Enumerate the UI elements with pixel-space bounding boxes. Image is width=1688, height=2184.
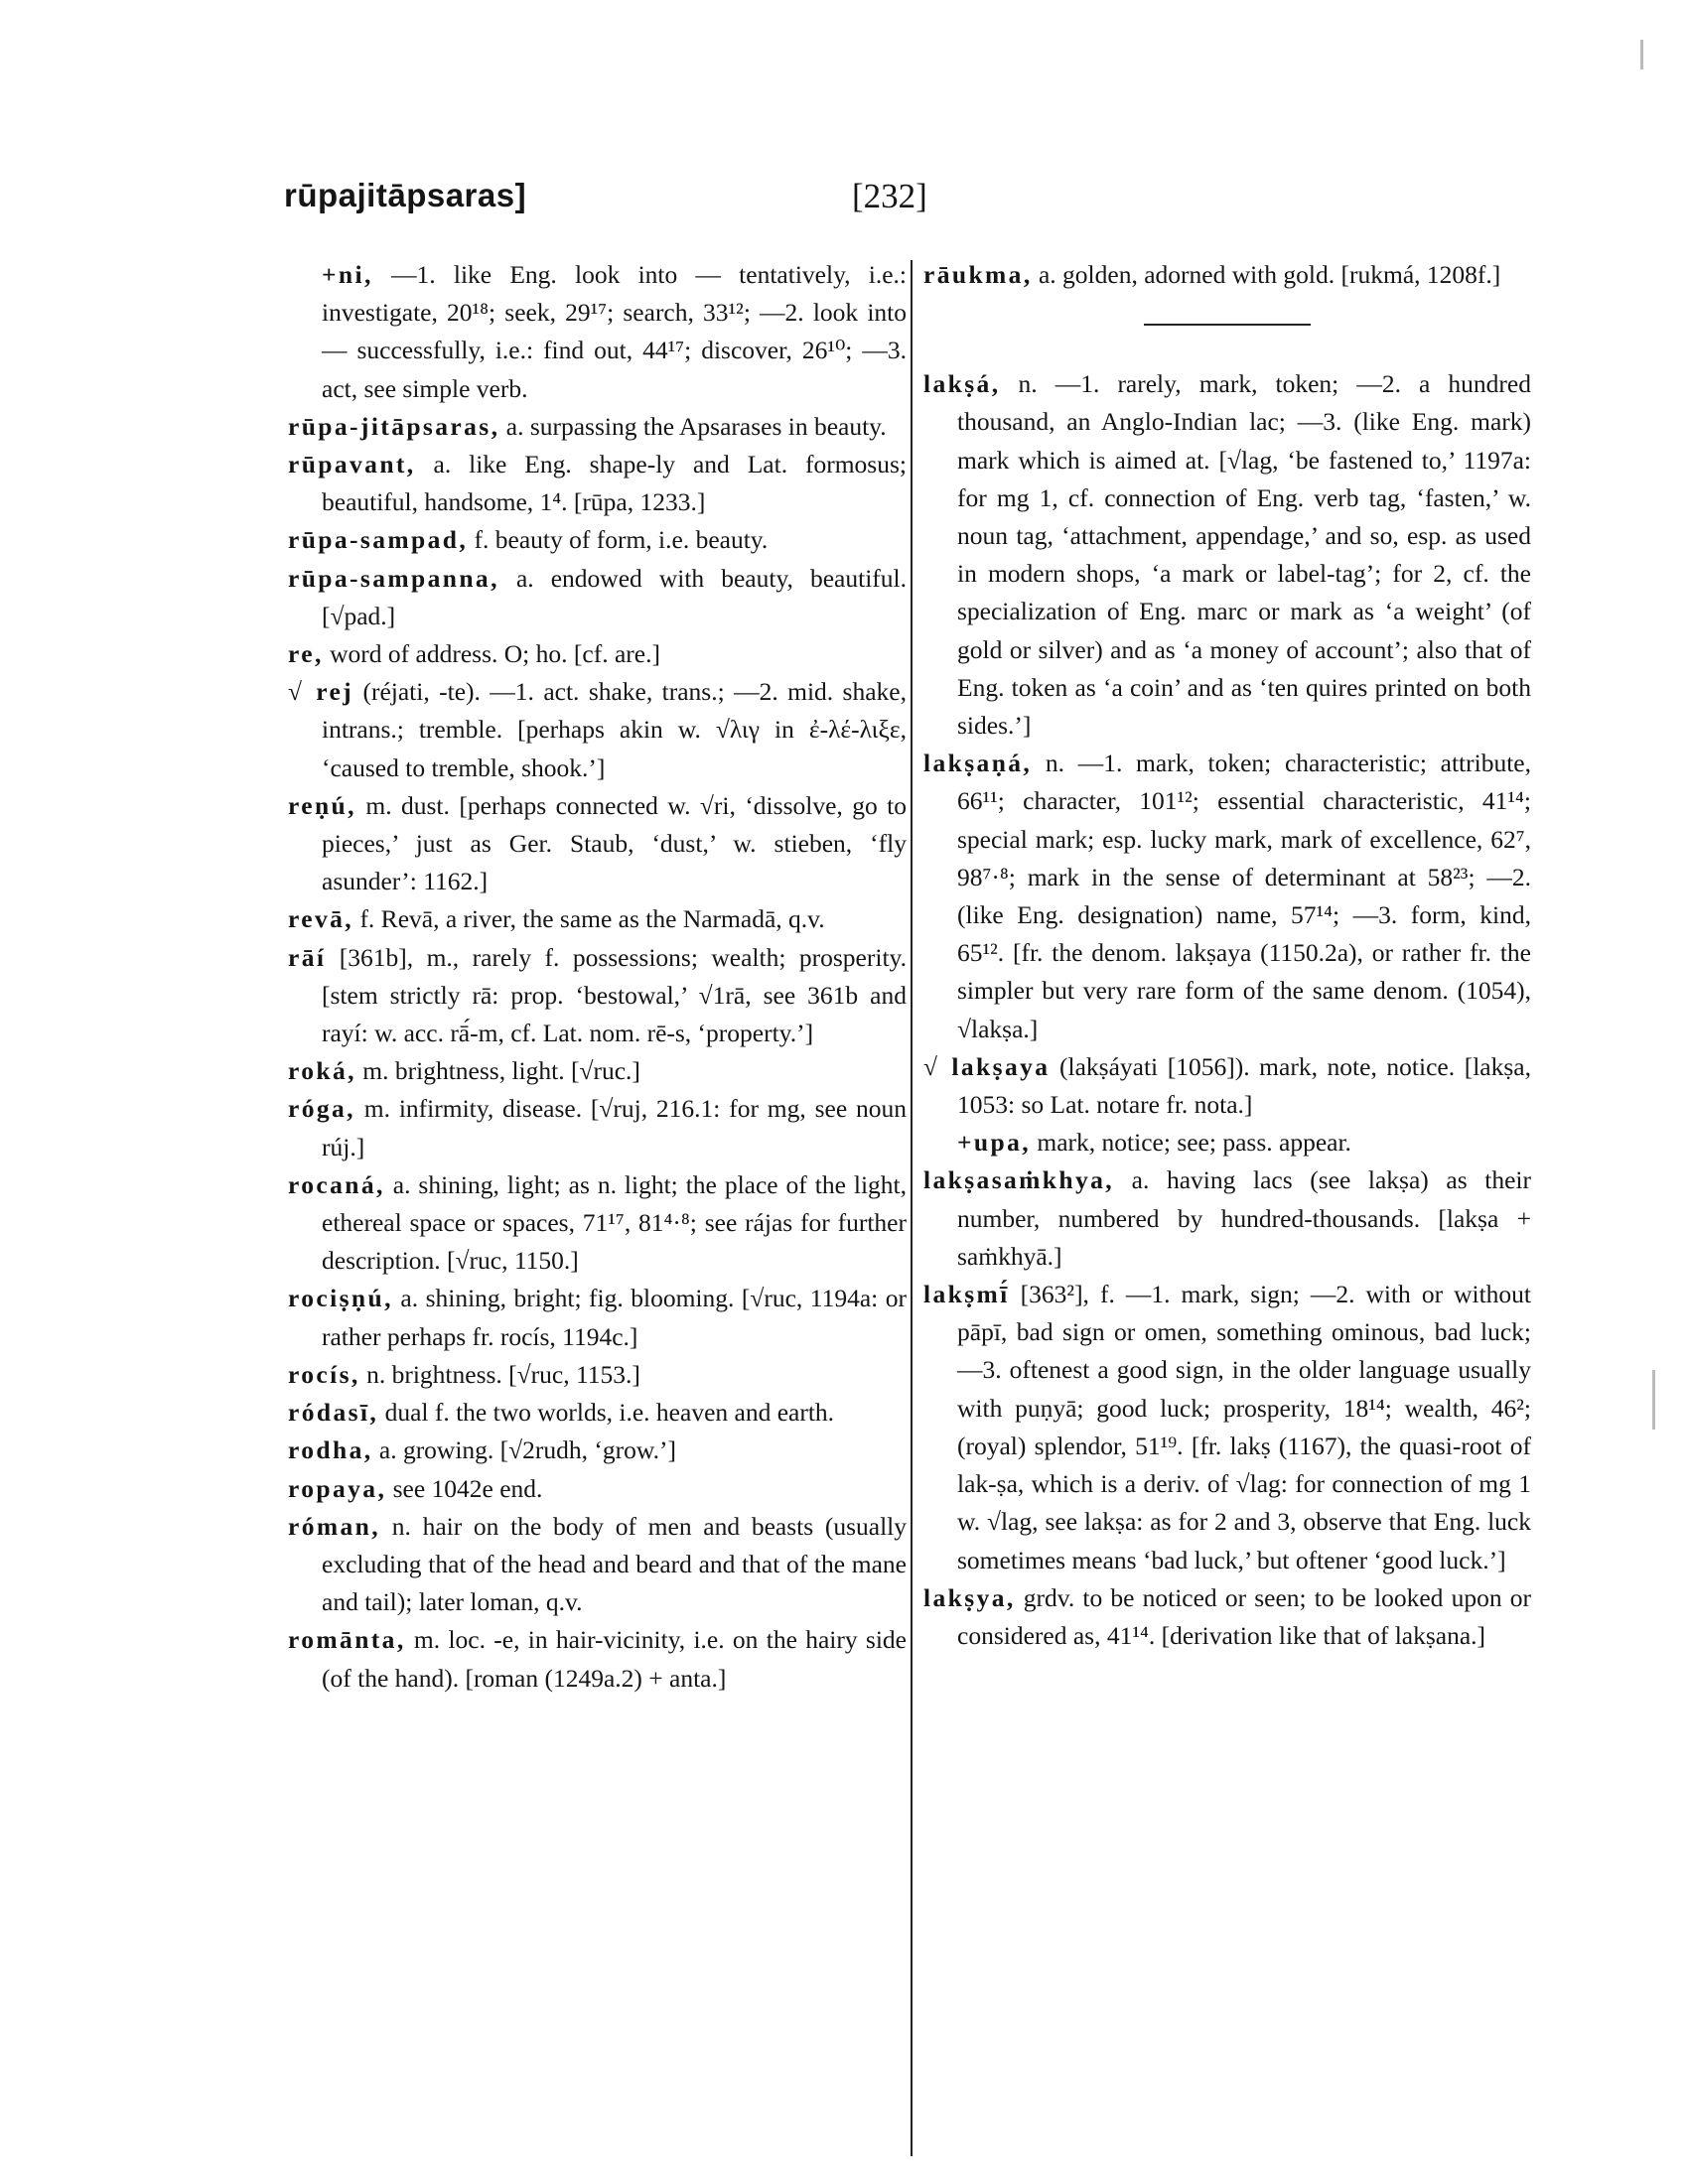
entry-definition: see 1042e end. — [386, 1473, 543, 1503]
dictionary-entry — [288, 635, 907, 673]
entry-headword: ropaya, — [288, 1473, 387, 1503]
dictionary-entry — [288, 446, 907, 521]
entry-definition: dual f. the two worlds, i.e. heaven and earth. — [378, 1398, 835, 1428]
dictionary-entry — [288, 1470, 907, 1508]
dictionary-entry — [288, 408, 907, 446]
entry-definition: a. shining, bright; fig. blooming. [√ruc, 1194a: or rather perhaps fr. rocís, 1194c.] — [322, 1284, 907, 1351]
entry-definition: a. endowed with beauty, beautiful. [√pad.] — [322, 563, 907, 630]
dictionary-entry — [288, 939, 907, 1053]
entry-definition: grdv. to be noticed or seen; to be looked upon or considered as, 41¹⁴. [derivation like that of lakṣana.] — [957, 1582, 1531, 1650]
entry-definition: a. like Eng. shape-ly and Lat. formosus; beautiful, handsome, 1⁴. [rūpa, 1233.] — [322, 450, 907, 517]
entry-definition: [361b], m., rarely f. possessions; wealth; prosperity. [stem strictly rā: prop. ‘bestowal,’ √1rā, see 361b and rayí: w. acc. rā́-m, cf. Lat. nom. rē-s, ‘property.’] — [322, 942, 907, 1048]
column-divider — [911, 260, 913, 2156]
left-column — [288, 256, 907, 1698]
dictionary-entry — [288, 1052, 907, 1090]
right-column — [923, 256, 1531, 1655]
entry-headword: roká, — [288, 1056, 356, 1086]
dictionary-entry — [923, 1124, 1531, 1161]
entry-headword: rūpa-sampad, — [288, 525, 469, 555]
dictionary-entry — [288, 1432, 907, 1469]
entry-headword: rocaná, — [288, 1169, 385, 1199]
scan-edge-mark — [1640, 40, 1643, 69]
entry-definition: n. —1. mark, token; characteristic; attribute, 66¹¹; character, 101¹²; essential characteristic, 41¹⁴; special mark; esp. lucky mark, mark of excellence, 62⁷, 98⁷·⁸; mark in the sense of determinant at 58²³; —2. (like Eng. designation) name, 57¹⁴; —3. form, kind, 65¹². [fr. the denom. lakṣaya (1150.2a), or rather fr. the simpler but very rare form of the same denom. (1054), √lakṣa.] — [957, 749, 1531, 1043]
entry-definition: a. having lacs (see lakṣa) as their number, numbered by hundred-thousands. [lakṣa + saṁkhyā.] — [957, 1165, 1531, 1271]
entry-headword: róman, — [288, 1511, 381, 1541]
entry-definition: [363²], f. —1. mark, sign; —2. with or without pāpī, bad sign or omen, something ominous, bad luck; —3. oftenest a good sign, in the older language usually with puṇyā; good luck; prosperity, 18¹⁴; wealth, 46²; (royal) splendor, 51¹⁹. [fr. lakṣ (1167), the quasi-root of lak-ṣa, which is a deriv. of √lag: for connection of mg 1 w. √lag, see lakṣa: as for 2 and 3, observe that Eng. luck sometimes means ‘bad luck,’ but oftener ‘good luck.’] — [957, 1280, 1531, 1574]
entry-definition: f. Revā, a river, the same as the Narmadā, q.v. — [353, 904, 825, 934]
entry-headword: rūpavant, — [288, 450, 416, 479]
entry-definition: a. surpassing the Apsarases in beauty. — [499, 411, 887, 441]
entry-headword: √ lakṣaya — [923, 1051, 1051, 1081]
dictionary-entry — [288, 673, 907, 787]
entry-headword: rocís, — [288, 1359, 360, 1389]
dictionary-entry — [288, 1621, 907, 1697]
entry-definition: a. growing. [√2rudh, ‘grow.’] — [372, 1435, 677, 1465]
dictionary-entry — [288, 900, 907, 938]
entry-definition: a. golden, adorned with gold. [rukmá, 1208f.] — [1032, 260, 1501, 289]
entry-headword: +upa, — [957, 1128, 1032, 1158]
entry-headword: re, — [288, 639, 324, 669]
entry-headword: rūpa-sampanna, — [288, 563, 499, 593]
dictionary-entry — [288, 1090, 907, 1165]
entry-definition: n. brightness. [√ruc, 1153.] — [359, 1359, 640, 1389]
entry-headword: lakṣmī́ — [923, 1280, 1010, 1309]
entry-definition: (lakṣáyati [1056]). mark, note, notice. [lakṣa, 1053: so Lat. notare fr. nota.] — [957, 1051, 1531, 1120]
entry-headword: lakṣá, — [923, 369, 1001, 399]
page-number: [232] — [852, 177, 927, 215]
dictionary-entry — [923, 365, 1531, 745]
entry-headword: rāí — [288, 942, 327, 972]
dictionary-entry — [923, 1579, 1531, 1655]
entry-headword: +ni, — [322, 260, 373, 289]
page-header — [280, 177, 1525, 226]
entry-headword: ródasī, — [288, 1398, 379, 1428]
entry-definition: (réjati, -te). —1. act. shake, trans.; —2. mid. shake, intrans.; tremble. [perhaps akin w. √λιγ in ἐ-λέ-λιξε, ‘caused to tremble, shook.’] — [322, 677, 907, 782]
dictionary-entry — [288, 1280, 907, 1355]
entry-headword: reṇú, — [288, 790, 356, 820]
entry-definition: —1. like Eng. look into — tentatively, i.e.: investigate, 20¹⁸; seek, 29¹⁷; search, 33¹²; —2. look into — successfully, i.e.: find out, 44¹⁷; discover, 26¹⁰; —3. act, see simple verb. — [322, 260, 907, 403]
entry-headword: lakṣasaṁkhya, — [923, 1165, 1115, 1195]
entry-headword: rūpa-jitāpsaras, — [288, 411, 500, 441]
dictionary-entry — [923, 1276, 1531, 1579]
entry-definition: mark, notice; see; pass. appear. — [1031, 1128, 1351, 1158]
dictionary-entry — [288, 1508, 907, 1622]
dictionary-entry — [923, 256, 1531, 294]
dictionary-entry — [288, 256, 907, 408]
running-head: rūpajitāpsaras] — [284, 177, 527, 213]
scan-edge-mark — [1652, 1370, 1655, 1430]
section-rule — [1144, 324, 1311, 326]
entry-headword: rociṣṇú, — [288, 1284, 393, 1313]
entry-definition: a. shining, light; as n. light; the place of the light, ethereal space or spaces, 71¹⁷, 81⁴·⁸; see rájas for further description. [√ruc, 1150.] — [322, 1169, 907, 1276]
entry-definition: word of address. O; ho. [cf. are.] — [323, 639, 660, 669]
entry-headword: lakṣya, — [923, 1582, 1016, 1612]
entry-headword: romānta, — [288, 1625, 406, 1655]
entry-definition: m. loc. -e, in hair-vicinity, i.e. on the hairy side (of the hand). [roman (1249a.2) + anta.] — [322, 1625, 907, 1693]
entry-definition: m. brightness, light. [√ruc.] — [355, 1056, 640, 1086]
entry-definition: m. dust. [perhaps connected w. √ri, ‘dissolve, go to pieces,’ just as Ger. Staub, ‘dust,’ w. stieben, ‘fly asunder’: 1162.] — [322, 790, 907, 896]
dictionary-entry — [288, 1166, 907, 1281]
entry-headword: rodha, — [288, 1435, 373, 1465]
entry-headword: rāukma, — [923, 260, 1033, 289]
entry-headword: √ rej — [288, 677, 354, 707]
entry-definition: f. beauty of form, i.e. beauty. — [468, 525, 769, 555]
entry-definition: n. hair on the body of men and beasts (usually excluding that of the head and beard and that of the mane and tail); later loman, q.v. — [322, 1511, 907, 1617]
dictionary-entry — [923, 745, 1531, 1048]
dictionary-entry — [288, 1356, 907, 1394]
entry-headword: revā, — [288, 904, 354, 934]
dictionary-entry — [288, 560, 907, 635]
dictionary-entry — [288, 1394, 907, 1432]
entry-headword: róga, — [288, 1094, 355, 1124]
entry-definition: m. infirmity, disease. [√ruj, 216.1: for mg, see noun rúj.] — [322, 1094, 907, 1161]
dictionary-entry — [923, 1048, 1531, 1124]
entry-definition: n. —1. rarely, mark, token; —2. a hundred thousand, an Anglo-Indian lac; —3. (like Eng. mark) mark which is aimed at. [√lag, ‘be fastened to,’ 1197a: for mg 1, cf. connection of Eng. verb tag, ‘fasten,’ w. noun tag, ‘attachment, appendage,’ and so, esp. as used in modern shops, ‘a mark or label-tag’; for 2, cf. the specialization of Eng. marc or mark as ‘a weight’ (of gold or silver) and as ‘a money of account’; also that of Eng. token as ‘a coin’ and as ‘ten quires printed on both sides.’] — [957, 369, 1531, 741]
dictionary-entry — [288, 787, 907, 901]
dictionary-entry — [288, 521, 907, 559]
dictionary-entry — [923, 1161, 1531, 1276]
entry-headword: lakṣaṇá, — [923, 749, 1033, 778]
